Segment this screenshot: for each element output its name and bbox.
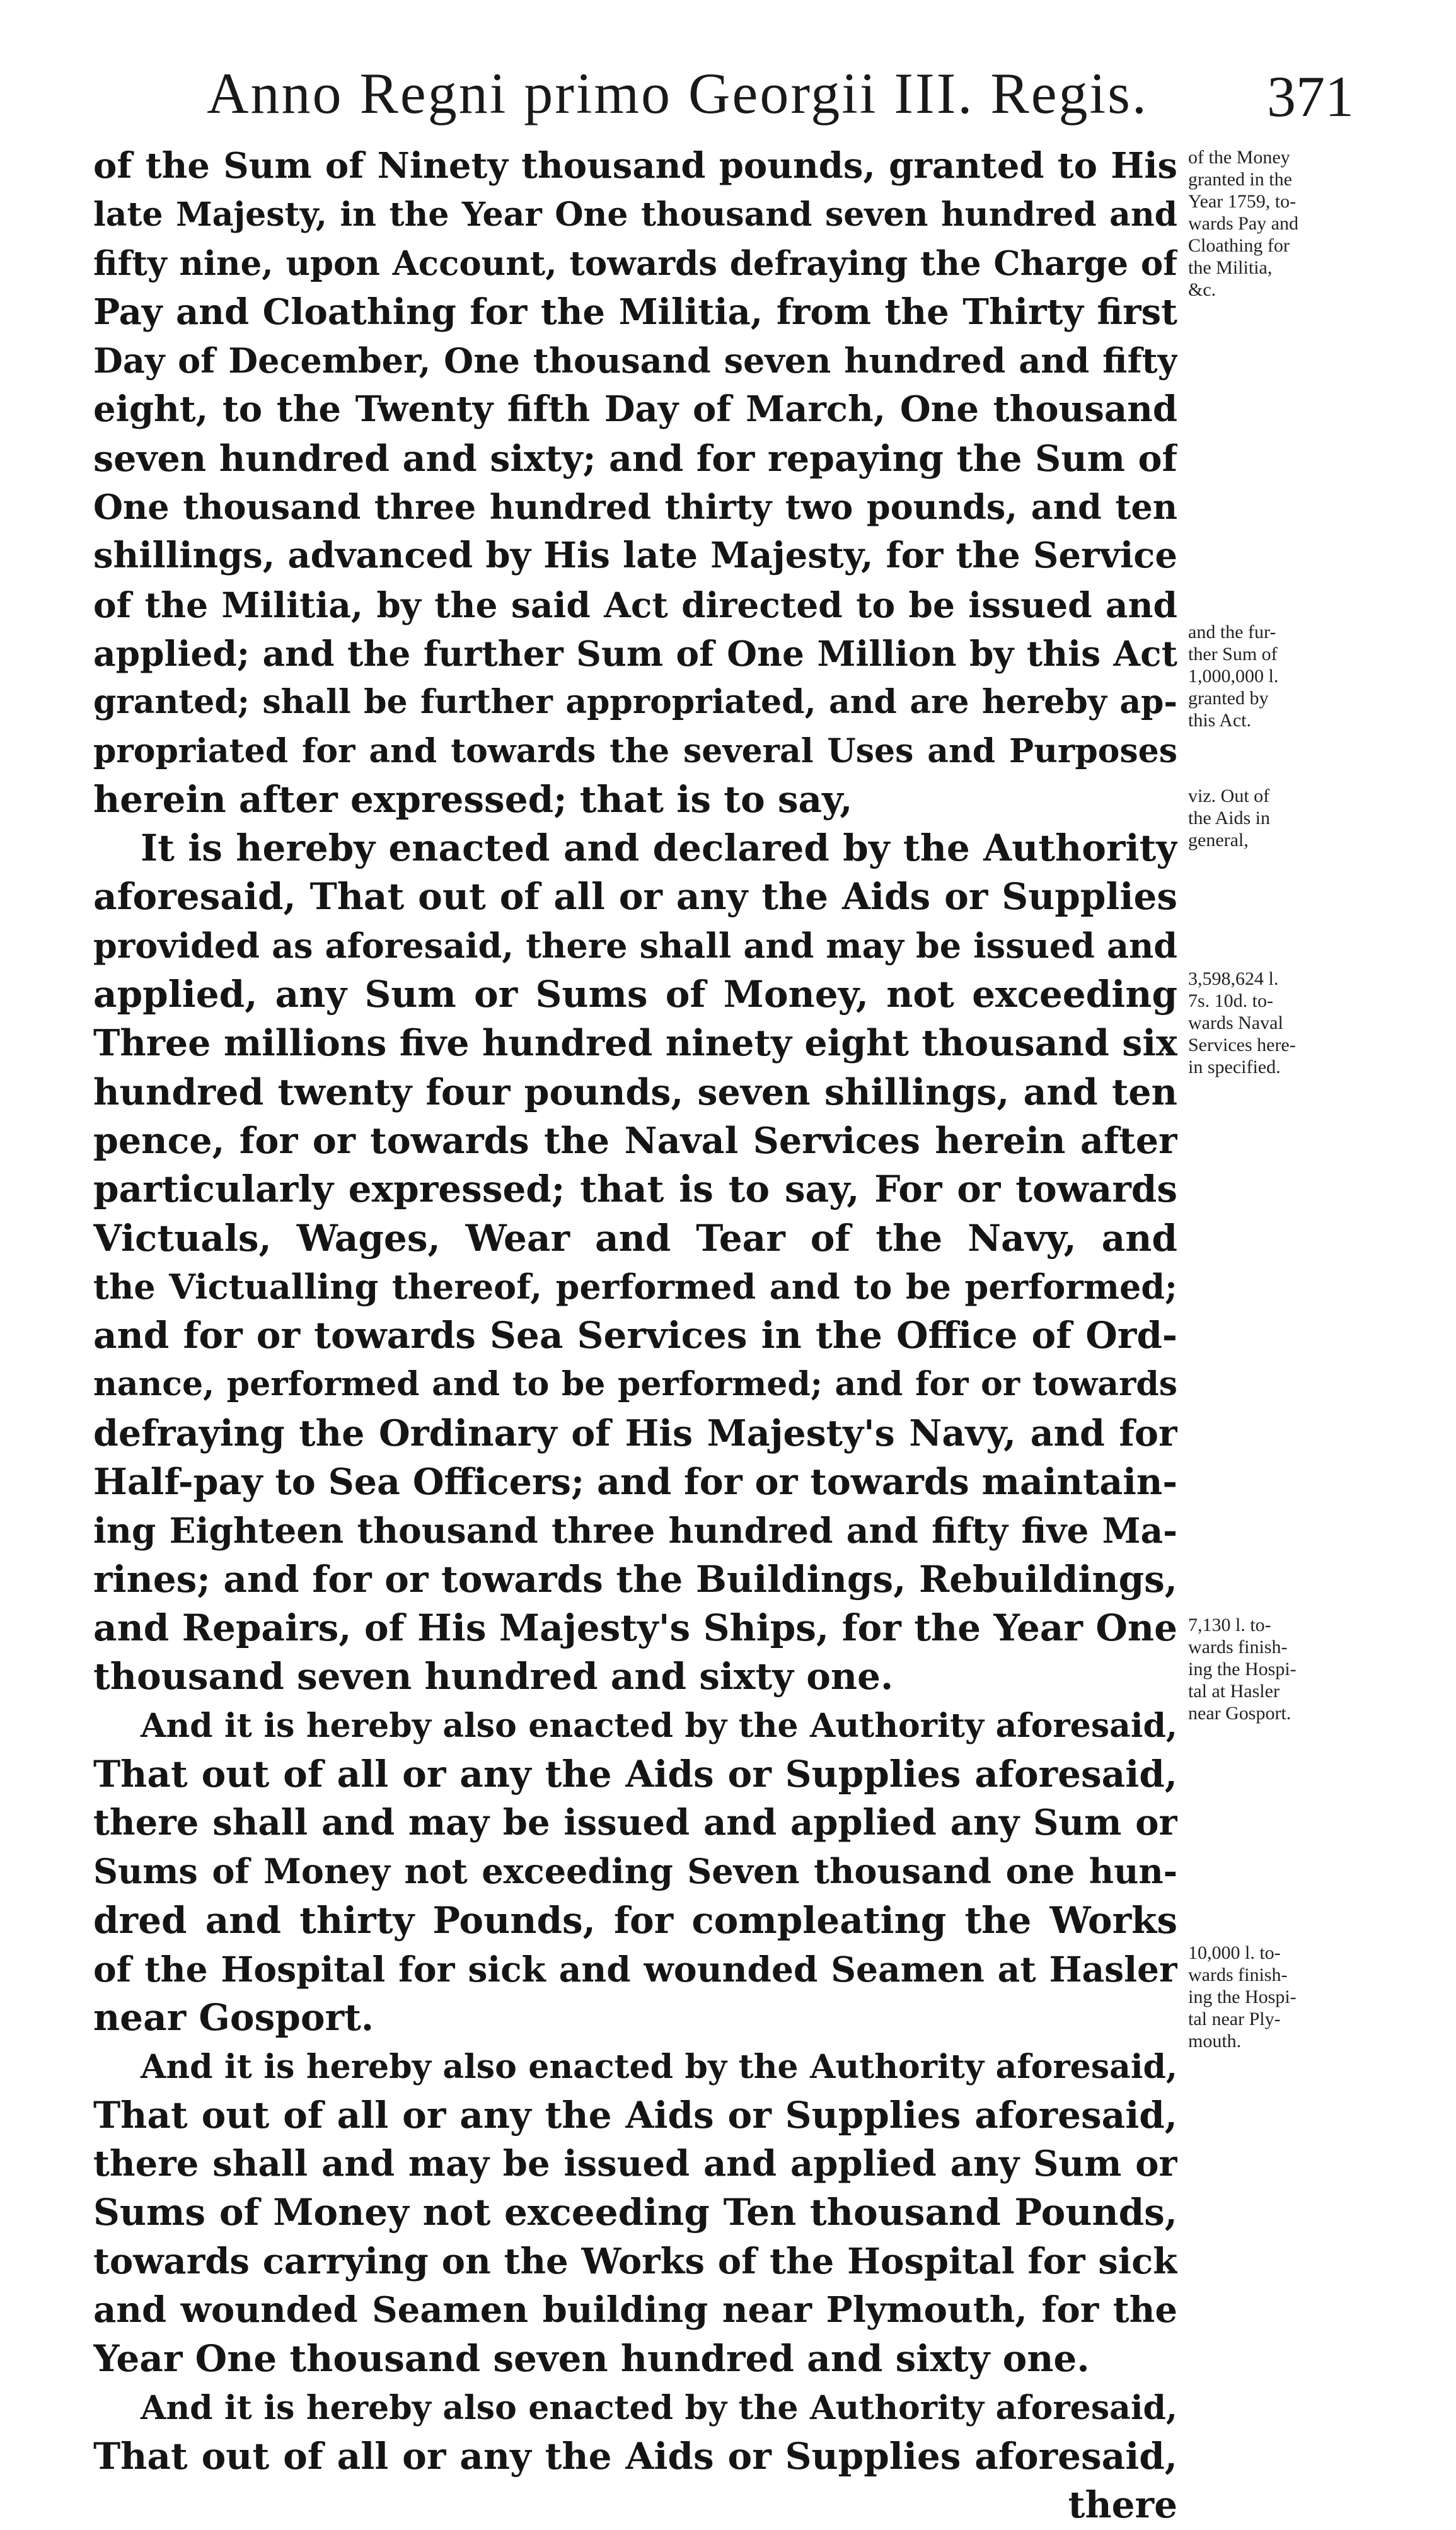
body-line: of the Militia, by the said Act directed to be issued and xyxy=(93,584,1177,625)
running-head: Anno Regni primo Georgii III. Regis. xyxy=(207,61,1148,125)
margin-note-line: this Act. xyxy=(1188,710,1252,731)
margin-note-line: 10,000 l. to- xyxy=(1188,1942,1281,1963)
body-line: applied, any Sum or Sums of Money, not exceeding xyxy=(93,973,1177,1016)
body-line: Year One thousand seven hundred and sixty one. xyxy=(93,2337,1090,2381)
body-line: there xyxy=(1068,2483,1177,2527)
margin-note-line: the Aids in xyxy=(1188,808,1271,828)
body-line: fifty nine, upon Account, towards defraying the Charge of xyxy=(93,243,1177,283)
body-line: there shall and may be issued and applied any Sum or xyxy=(93,2143,1177,2185)
body-line: herein after expressed; that is to say, xyxy=(93,777,853,821)
margin-note-out-of-aids xyxy=(1188,785,1409,851)
body-line: particularly expressed; that is to say, For or towards xyxy=(93,1168,1177,1211)
margin-note-line: 7,130 l. to- xyxy=(1188,1615,1271,1635)
margin-note-line: tal near Ply- xyxy=(1188,2009,1281,2029)
body-line: propriated for and towards the several Uses and Purposes xyxy=(93,731,1177,770)
body-line: ing Eighteen thousand three hundred and fifty five Ma- xyxy=(93,1510,1177,1552)
margin-note-militia-money xyxy=(1188,146,1409,301)
body-line: near Gosport. xyxy=(93,1996,374,2040)
body-line: And it is hereby also enacted by the Authority aforesaid, xyxy=(141,1706,1177,1745)
body-line: rines; and for or towards the Buildings, Rebuildings, xyxy=(93,1557,1177,1601)
body-line: nance, performed and to be performed; and for or towards xyxy=(93,1365,1177,1404)
body-line: And it is hereby also enacted by the Authority aforesaid, xyxy=(141,2047,1177,2086)
body-line: there shall and may be issued and applied any Sum or xyxy=(93,1802,1177,1844)
body-line: the Victualling thereof, performed and to be performed; xyxy=(93,1266,1177,1307)
body-line: aforesaid, That out of all or any the Aids or Supplies xyxy=(93,875,1177,919)
body-line: Three millions five hundred ninety eight thousand six xyxy=(93,1022,1177,1065)
margin-note-line: near Gosport. xyxy=(1188,1703,1291,1724)
body-line: dred and thirty Pounds, for compleating the Works xyxy=(93,1898,1177,1942)
body-line: of the Sum of Ninety thousand pounds, granted to His xyxy=(93,145,1177,187)
body-line: Pay and Cloathing for the Militia, from the Thirty first xyxy=(93,291,1177,333)
body-line: defraying the Ordinary of His Majesty's Navy, and for xyxy=(93,1412,1177,1454)
margin-note-further-sum xyxy=(1188,621,1409,731)
body-line: thousand seven hundred and sixty one. xyxy=(93,1655,894,1698)
body-line: provided as aforesaid, there shall and may be issued and xyxy=(93,925,1177,966)
body-line: Sums of Money not exceeding Seven thousand one hun- xyxy=(93,1851,1177,1892)
body-line: seven hundred and sixty; and for repaying the Sum of xyxy=(93,437,1177,480)
margin-note-line: Year 1759, to- xyxy=(1188,191,1297,212)
body-line: and wounded Seamen building near Plymouth, for the xyxy=(93,2289,1177,2331)
margin-note-line: 7s. 10d. to- xyxy=(1188,990,1273,1011)
body-line: and for or towards Sea Services in the Office of Ord- xyxy=(93,1314,1177,1357)
body-line: eight, to the Twenty fifth Day of March, One thousand xyxy=(93,388,1177,431)
margin-note-naval-services xyxy=(1188,968,1409,1078)
body-line: One thousand three hundred thirty two pounds, and ten xyxy=(93,487,1177,528)
margin-note-line: granted in the xyxy=(1188,169,1292,190)
margin-note-line: Cloathing for xyxy=(1188,235,1290,256)
margin-note-line: ing the Hospi- xyxy=(1188,1987,1297,2007)
margin-note-line: viz. Out of xyxy=(1188,786,1270,806)
body-line: That out of all or any the Aids or Supplies aforesaid, xyxy=(93,1752,1177,1796)
margin-note-line: ing the Hospi- xyxy=(1188,1659,1297,1680)
margin-note-line: ther Sum of xyxy=(1188,644,1278,664)
margin-note-line: wards Pay and xyxy=(1188,213,1298,234)
body-line: applied; and the further Sum of One Million by this Act xyxy=(93,632,1177,674)
body-line: Day of December, One thousand seven hundred and fifty xyxy=(93,340,1177,381)
margin-note-plymouth-hospital xyxy=(1188,1942,1409,2052)
body-text xyxy=(93,142,1177,2530)
body-line: And it is hereby also enacted by the Authority aforesaid, xyxy=(141,2388,1177,2427)
body-line: pence, for or towards the Naval Services herein after xyxy=(93,1119,1177,1162)
body-line: Victuals, Wages, Wear and Tear of the Navy, and xyxy=(93,1216,1177,1260)
margin-note-line: and the fur- xyxy=(1188,622,1276,642)
margin-note-line: the Militia, xyxy=(1188,257,1273,278)
body-line: Sums of Money not exceeding Ten thousand Pounds, xyxy=(93,2191,1177,2234)
margin-note-line: general, xyxy=(1188,830,1249,850)
page-number: 371 xyxy=(1267,64,1354,129)
margin-note-line: wards finish- xyxy=(1188,1637,1288,1657)
margin-note-line: mouth. xyxy=(1188,2031,1242,2051)
margin-note-line: wards finish- xyxy=(1188,1964,1288,1985)
body-line: hundred twenty four pounds, seven shillings, and ten xyxy=(93,1071,1177,1113)
margin-note-line: of the Money xyxy=(1188,147,1290,168)
body-line: and Repairs, of His Majesty's Ships, for the Year One xyxy=(93,1606,1177,1649)
margin-note-line: &c. xyxy=(1188,279,1216,300)
margin-note-line: wards Naval xyxy=(1188,1013,1283,1033)
margin-note-line: 1,000,000 l. xyxy=(1188,666,1279,687)
body-line: of the Hospital for sick and wounded Seamen at Hasler xyxy=(93,1948,1177,1990)
body-line: granted; shall be further appropriated, and are hereby ap- xyxy=(93,683,1177,722)
body-line: Half-pay to Sea Officers; and for or towards maintain- xyxy=(93,1461,1177,1504)
margin-note-hasler-hospital xyxy=(1188,1614,1409,1724)
body-line: That out of all or any the Aids or Supplies aforesaid, xyxy=(93,2434,1177,2478)
margin-note-line: granted by xyxy=(1188,688,1269,709)
margin-note-line: in specified. xyxy=(1188,1057,1281,1077)
body-line: towards carrying on the Works of the Hospital for sick xyxy=(93,2240,1177,2282)
body-line: It is hereby enacted and declared by the Authority xyxy=(141,827,1177,870)
margin-note-line: tal at Hasler xyxy=(1188,1681,1280,1702)
margin-note-line: 3,598,624 l. xyxy=(1188,968,1279,989)
margin-note-line: Services here- xyxy=(1188,1035,1296,1055)
body-line: late Majesty, in the Year One thousand seven hundred and xyxy=(93,195,1177,235)
body-line: shillings, advanced by His late Majesty, for the Service xyxy=(93,535,1177,577)
body-line: That out of all or any the Aids or Supplies aforesaid, xyxy=(93,2093,1177,2137)
